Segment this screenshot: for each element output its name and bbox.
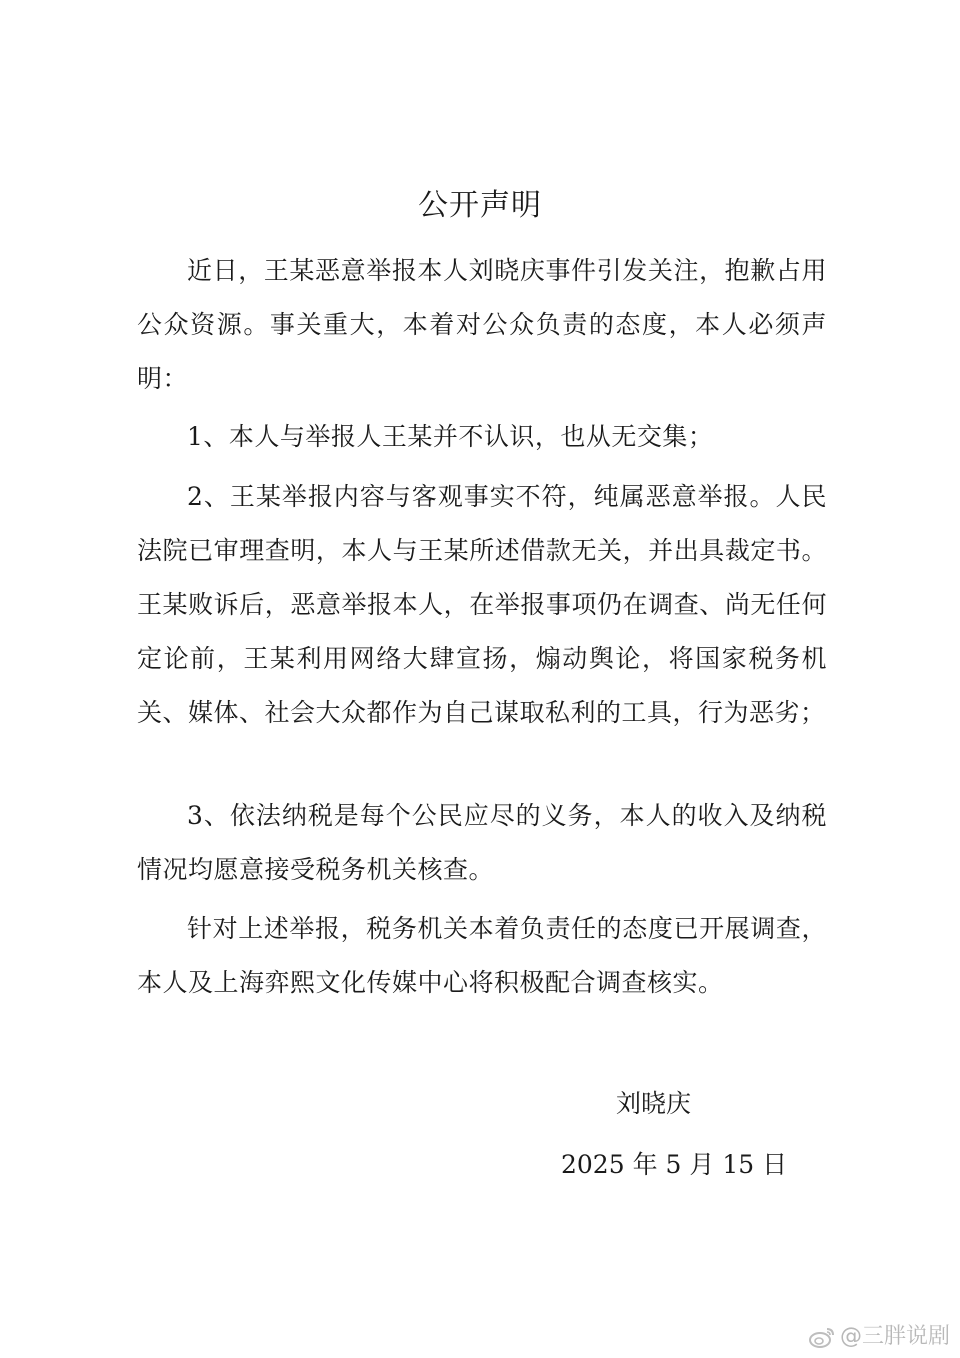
document-title: 公开声明 — [418, 188, 542, 223]
closing-paragraph: 针对上述举报，税务机关本着负责任的态度已开展调查，本人及上海弈熙文化传媒中心将积极配合调查核实。 — [137, 914, 827, 997]
weibo-logo-icon — [808, 1326, 836, 1348]
watermark — [808, 1322, 950, 1352]
signature-date: 2025 年 5 月 15 日 — [561, 1150, 788, 1179]
intro-paragraph: 近日，王某恶意举报本人刘晓庆事件引发关注，抱歉占用公众资源。事关重大，本着对公众负责的态度，本人必须声明： — [137, 256, 827, 393]
point-2-paragraph: 2、王某举报内容与客观事实不符，纯属恶意举报。人民法院已审理查明，本人与王某所述借款无关，并出具裁定书。王某败诉后，恶意举报本人，在举报事项仍在调查、尚无任何定论前，王某利用网络大肆宣扬，煽动舆论，将国家税务机关、媒体、社会大众都作为自己谋取私利的工具，行为恶劣； — [137, 482, 827, 727]
point-1-paragraph: 1、本人与举报人王某并不认识，也从无交集； — [187, 422, 714, 451]
watermark-text: @三胖说剧 — [839, 1324, 950, 1349]
signature-name: 刘晓庆 — [616, 1089, 692, 1118]
point-3-paragraph: 3、依法纳税是每个公民应尽的义务，本人的收入及纳税情况均愿意接受税务机关核查。 — [137, 801, 827, 884]
